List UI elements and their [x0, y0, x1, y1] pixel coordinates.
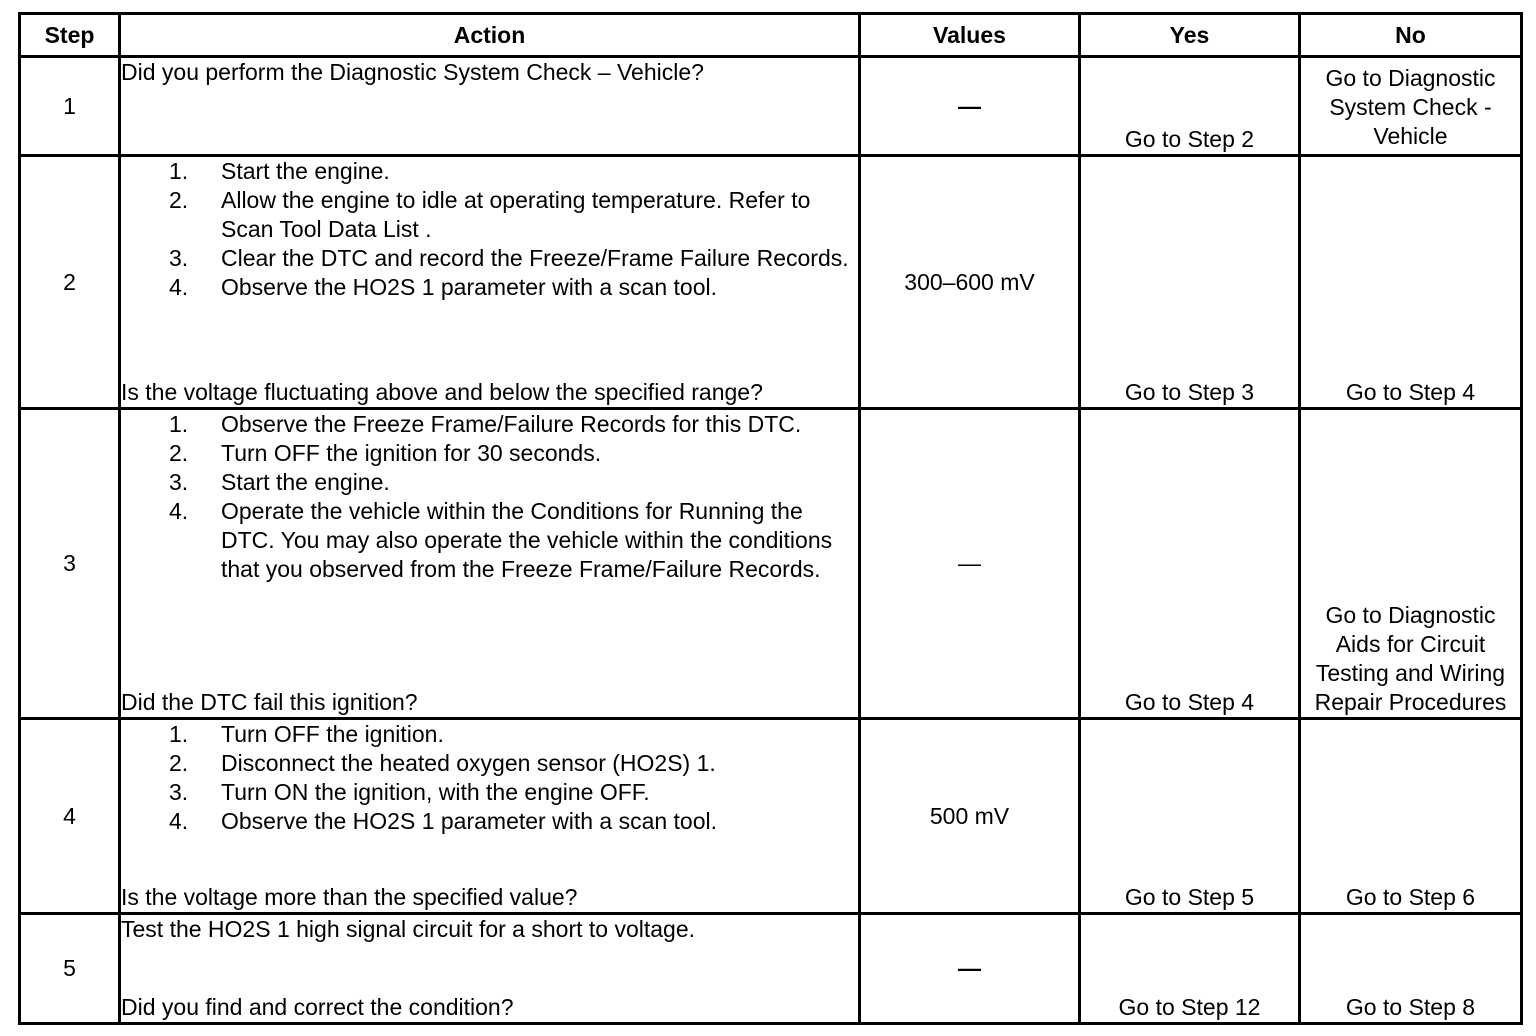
list-item: 3. Start the engine. — [169, 469, 390, 495]
no-cell: Go to Diagnostic Aids for Circuit Testing and Wiring Repair Procedures — [1300, 409, 1522, 719]
list-item: 3. Turn ON the ignition, with the engine OFF. — [169, 779, 650, 805]
list-item: 1. Observe the Freeze Frame/Failure Records for this DTC. — [169, 411, 802, 437]
table-row — [20, 719, 1522, 914]
table-row — [20, 57, 1522, 156]
table-row — [20, 914, 1522, 1024]
yes-cell: Go to Step 2 — [1080, 57, 1300, 156]
action-cell — [120, 914, 860, 1024]
step-number: 5 — [20, 914, 120, 1024]
no-cell: Go to Step 6 — [1300, 719, 1522, 914]
yes-cell: Go to Step 5 — [1080, 719, 1300, 914]
action-cell — [120, 57, 860, 156]
header-row — [20, 14, 1522, 57]
header-action: Action — [120, 14, 860, 57]
action-steps — [121, 720, 858, 836]
action-intro: Did you perform the Diagnostic System Check – Vehicle? — [121, 59, 704, 85]
action-steps — [121, 410, 858, 584]
header-no: No — [1300, 14, 1522, 57]
yes-cell: Go to Step 4 — [1080, 409, 1300, 719]
no-cell: Go to Step 8 — [1300, 914, 1522, 1024]
list-item: 1. Start the engine. — [169, 158, 390, 184]
action-intro: Test the HO2S 1 high signal circuit for a short to voltage. — [121, 916, 696, 942]
table-row — [20, 156, 1522, 409]
list-item: 3. Clear the DTC and record the Freeze/Frame Failure Records. — [169, 245, 849, 271]
value-cell: 500 mV — [860, 719, 1080, 914]
list-item: 4. Observe the HO2S 1 parameter with a scan tool. — [169, 808, 718, 834]
list-item: 4. Operate the vehicle within the Conditions for Running the DTC. You may also operate the vehicle within the conditions that you observed from the Freeze Frame/Failure Records. — [169, 498, 833, 582]
header-yes: Yes — [1080, 14, 1300, 57]
action-question: Is the voltage more than the specified value? — [121, 884, 578, 910]
header-step: Step — [20, 14, 120, 57]
no-cell: Go to Diagnostic System Check - Vehicle — [1300, 57, 1522, 156]
list-item: 4. Observe the HO2S 1 parameter with a scan tool. — [169, 274, 718, 300]
list-item: 2. Allow the engine to idle at operating temperature. Refer to Scan Tool Data List . — [169, 187, 811, 242]
no-cell: Go to Step 4 — [1300, 156, 1522, 409]
action-steps — [121, 157, 858, 302]
step-number: 2 — [20, 156, 120, 409]
list-item: 1. Turn OFF the ignition. — [169, 721, 444, 747]
step-number: 4 — [20, 719, 120, 914]
yes-cell: Go to Step 12 — [1080, 914, 1300, 1024]
table-row — [20, 409, 1522, 719]
action-cell — [120, 409, 860, 719]
action-question: Is the voltage fluctuating above and below the specified range? — [121, 379, 763, 405]
action-cell — [120, 719, 860, 914]
list-item: 2. Turn OFF the ignition for 30 seconds. — [169, 440, 602, 466]
action-cell — [120, 156, 860, 409]
header-values: Values — [860, 14, 1080, 57]
yes-cell: Go to Step 3 — [1080, 156, 1300, 409]
value-cell: — — [860, 409, 1080, 719]
step-number: 3 — [20, 409, 120, 719]
diagnostic-table — [18, 12, 1523, 1025]
action-question: Did the DTC fail this ignition? — [121, 689, 418, 715]
value-cell: 300–600 mV — [860, 156, 1080, 409]
step-number: 1 — [20, 57, 120, 156]
list-item: 2. Disconnect the heated oxygen sensor (HO2S) 1. — [169, 750, 716, 776]
value-cell: — — [860, 57, 1080, 156]
action-question: Did you find and correct the condition? — [121, 994, 514, 1020]
value-cell: — — [860, 914, 1080, 1024]
